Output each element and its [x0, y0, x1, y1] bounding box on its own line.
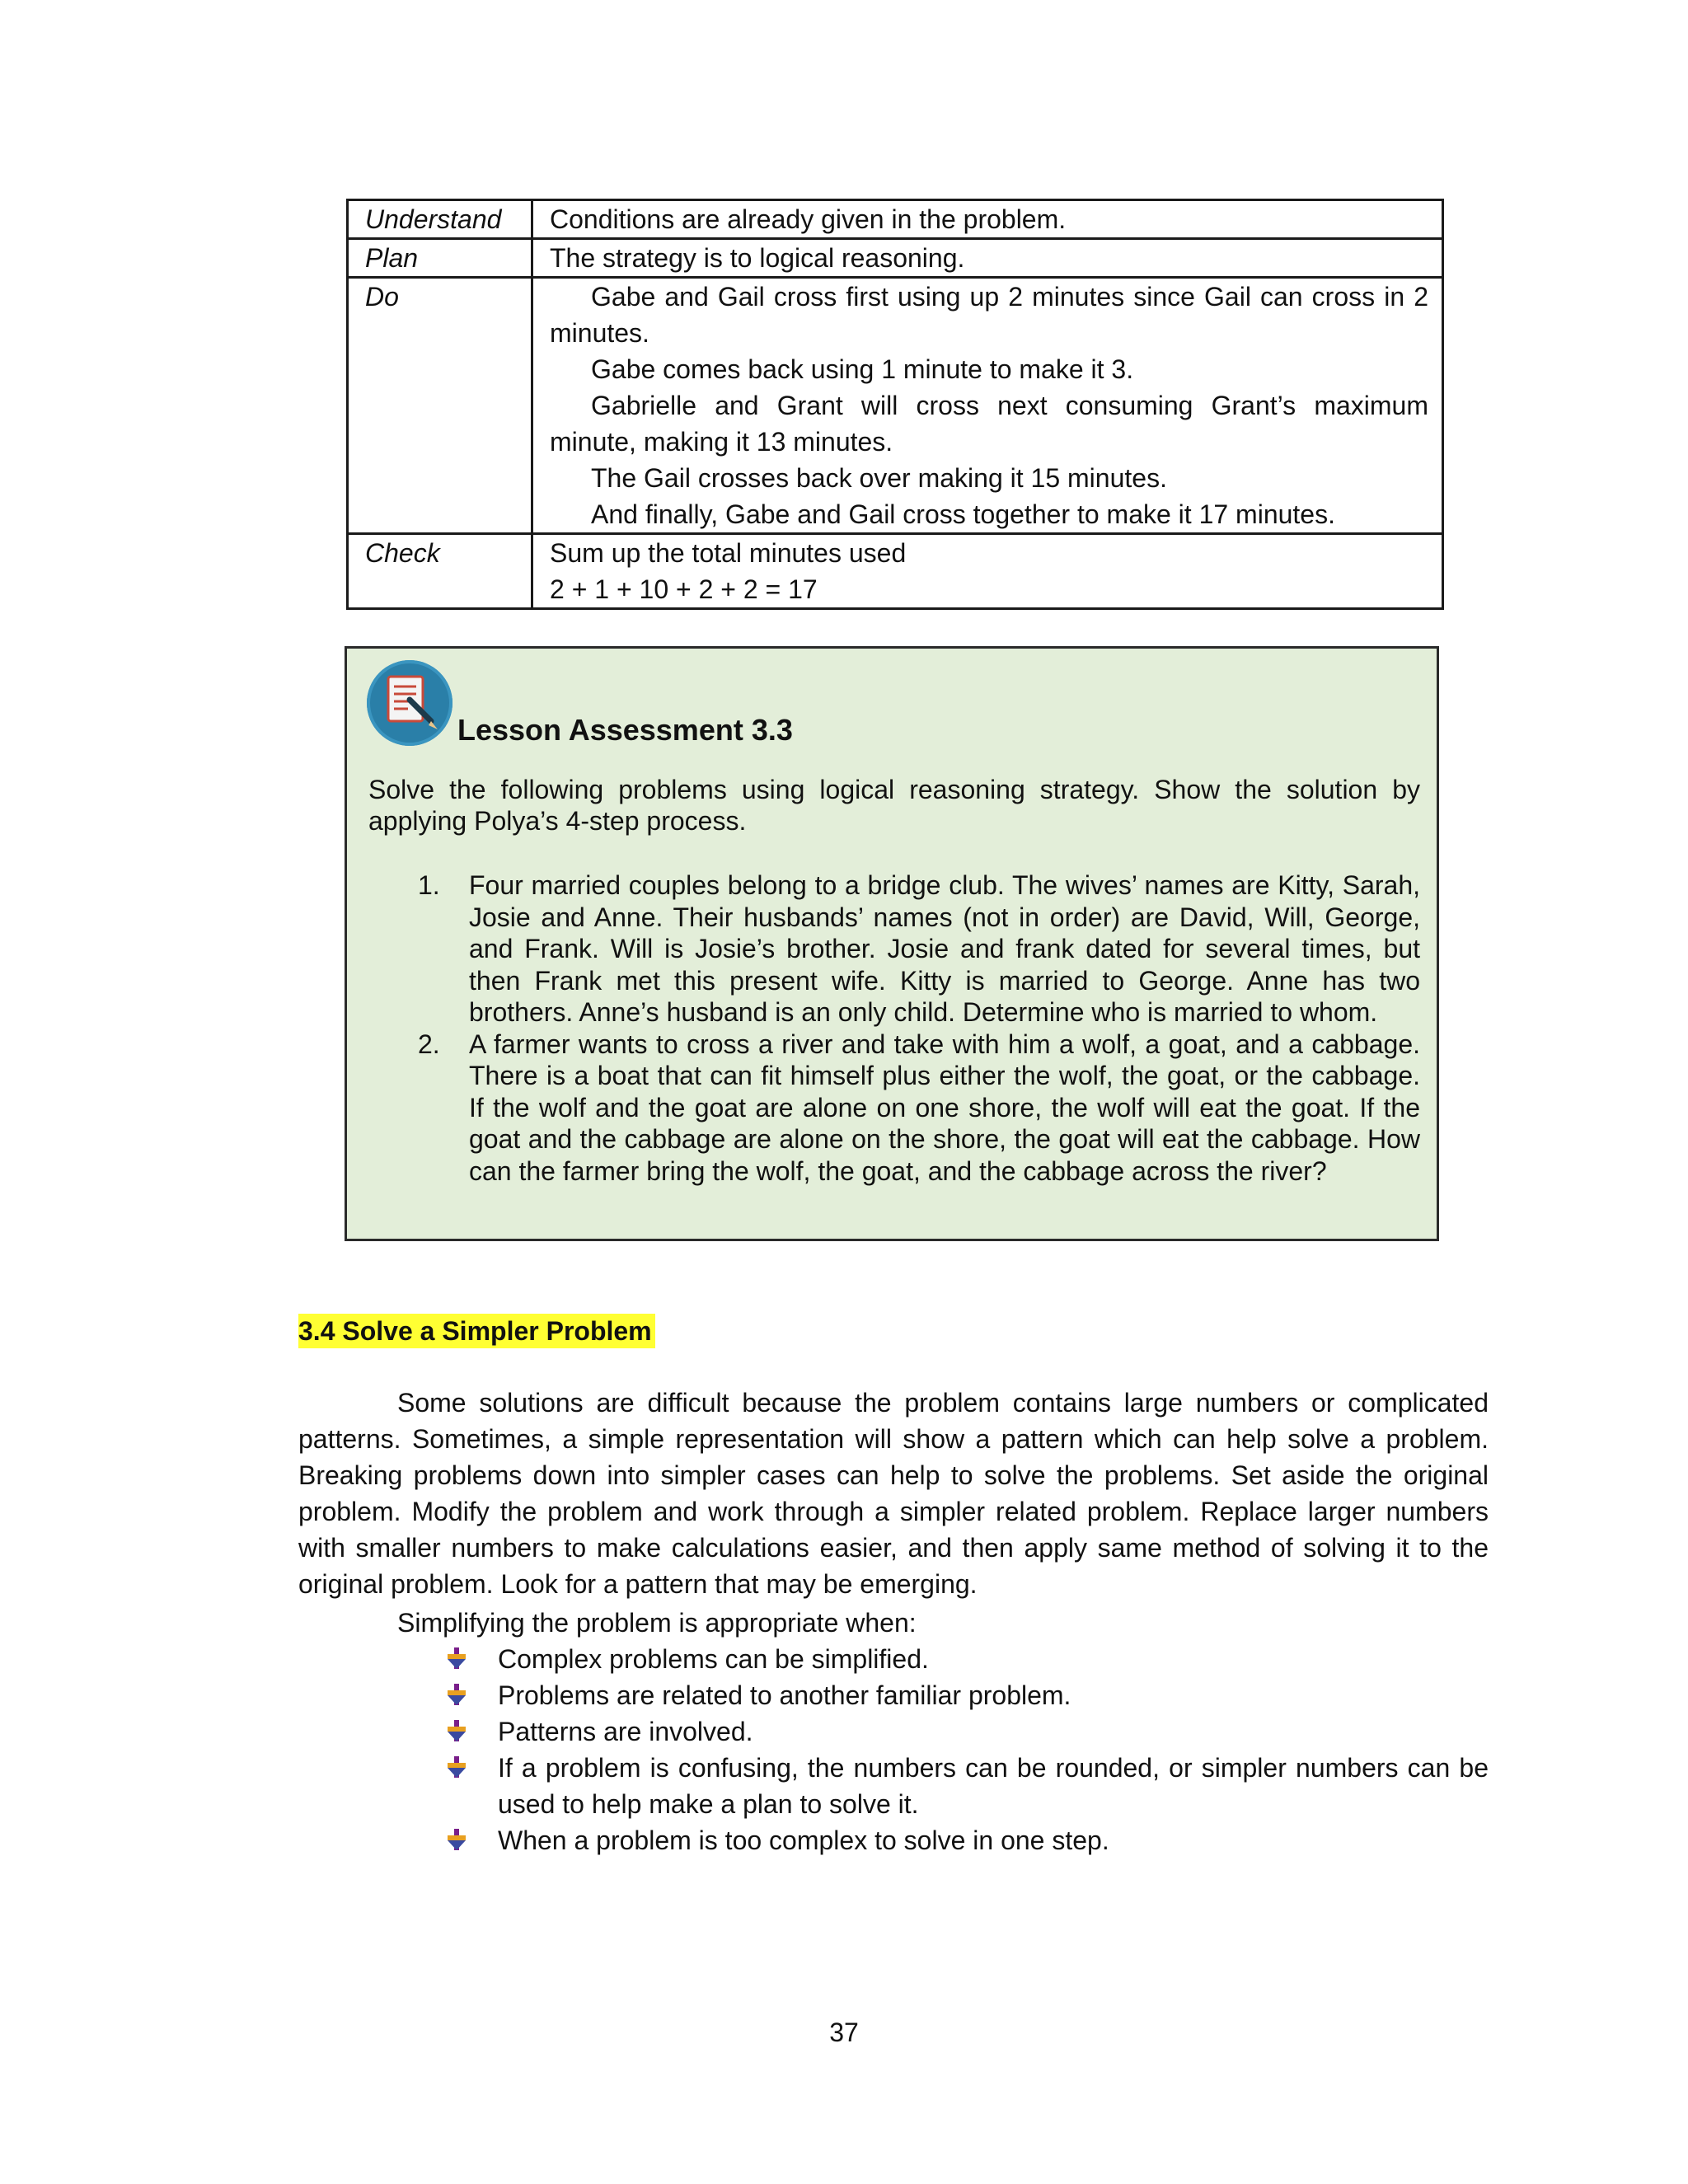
table-row-plan [348, 239, 1443, 278]
list-item [445, 1641, 1489, 1677]
step-line: Gabrielle and Grant will cross next consuming Grant’s maximum minute, making it 13 minutes. [550, 391, 1428, 457]
step-label: Do [348, 278, 532, 534]
list-item [445, 1822, 1489, 1858]
step-line: The strategy is to logical reasoning. [550, 243, 965, 273]
table-row-do [348, 278, 1443, 534]
assessment-problem-list [368, 869, 1420, 1187]
section-heading: 3.4 Solve a Simpler Problem [298, 1314, 655, 1348]
problem-number: 1. [418, 870, 440, 900]
step-line: Gabe and Gail cross first using up 2 minutes since Gail can cross in 2 minutes. [550, 282, 1428, 348]
step-content [532, 200, 1443, 239]
problem-number: 2. [418, 1029, 440, 1059]
arrow-down-bullet-icon [445, 1755, 468, 1779]
step-line: Gabe comes back using 1 minute to make it 3. [591, 354, 1134, 384]
step-line: The Gail crosses back over making it 15 minutes. [591, 463, 1167, 493]
step-label: Check [348, 534, 532, 609]
bullet-text: Patterns are involved. [498, 1717, 753, 1746]
list-item [445, 1677, 1489, 1713]
problem-text: A farmer wants to cross a river and take with him a wolf, a goat, and a cabbage. There is a boat that can fit himself plus either the wolf, the goat, or the cabbage. If the wolf and the goat are alone on one shore, the wolf will eat the goat. If the goat and the cabbage are alone on the shore, the goat will eat the cabbage. How can the farmer bring the wolf, the goat, and the cabbage across the river? [469, 1029, 1420, 1186]
table-row-check [348, 534, 1443, 609]
bullet-text: If a problem is confusing, the numbers can be rounded, or simpler numbers can be used to help make a plan to solve it. [498, 1753, 1489, 1819]
step-content [532, 239, 1443, 278]
list-item [368, 869, 1420, 1029]
arrow-down-bullet-icon [445, 1683, 468, 1706]
step-content [532, 534, 1443, 609]
step-line: Conditions are already given in the problem. [550, 204, 1067, 234]
list-intro: Simplifying the problem is appropriate when: [397, 1608, 917, 1638]
bullet-text: Problems are related to another familiar problem. [498, 1680, 1071, 1710]
step-line: 2 + 1 + 10 + 2 + 2 = 17 [550, 574, 818, 604]
bullet-text: When a problem is too complex to solve in one step. [498, 1825, 1109, 1855]
problem-text: Four married couples belong to a bridge club. The wives’ names are Kitty, Sarah, Josie and Anne. Their husbands’ names (not in order) are David, Will, George, and Frank. Will is Josie’s brother. Josie and frank dated for several times, but then Frank met this present wife. Kitty is married to George. Anne has two brothers. Anne’s husband is an only child. Determine who is married to whom. [469, 870, 1420, 1027]
bullet-list [445, 1641, 1489, 1858]
step-label: Plan [348, 239, 532, 278]
table-row-understand [348, 200, 1443, 239]
bullet-text: Complex problems can be simplified. [498, 1644, 929, 1674]
notepad-pencil-icon [367, 660, 452, 746]
step-line: And finally, Gabe and Gail cross together to make it 17 minutes. [591, 499, 1335, 529]
page-number: 37 [829, 2018, 859, 2047]
arrow-down-bullet-icon [445, 1719, 468, 1742]
arrow-down-bullet-icon [445, 1828, 468, 1851]
step-content [532, 278, 1443, 534]
step-line: Sum up the total minutes used [550, 538, 907, 568]
polya-steps-table [346, 199, 1444, 610]
lesson-assessment-box [345, 646, 1439, 1241]
arrow-down-bullet-icon [445, 1647, 468, 1670]
assessment-intro: Solve the following problems using logical reasoning strategy. Show the solution by applying Polya’s 4-step process. [368, 775, 1420, 836]
step-label: Understand [348, 200, 532, 239]
body-paragraph: Some solutions are difficult because the problem contains large numbers or complicated patterns. Sometimes, a simple representation will show a pattern which can help solve a problem. Breaking problems down into simpler cases can help to solve the problems. Set aside the original problem. Modify the problem and work through a simpler related problem. Replace larger numbers with smaller numbers to make calculations easier, and then apply same method of solving it to the original problem. Look for a pattern that may be emerging. [298, 1388, 1489, 1599]
list-item [368, 1029, 1420, 1188]
assessment-title: Lesson Assessment 3.3 [457, 713, 793, 747]
list-item [445, 1713, 1489, 1750]
list-item [445, 1750, 1489, 1822]
